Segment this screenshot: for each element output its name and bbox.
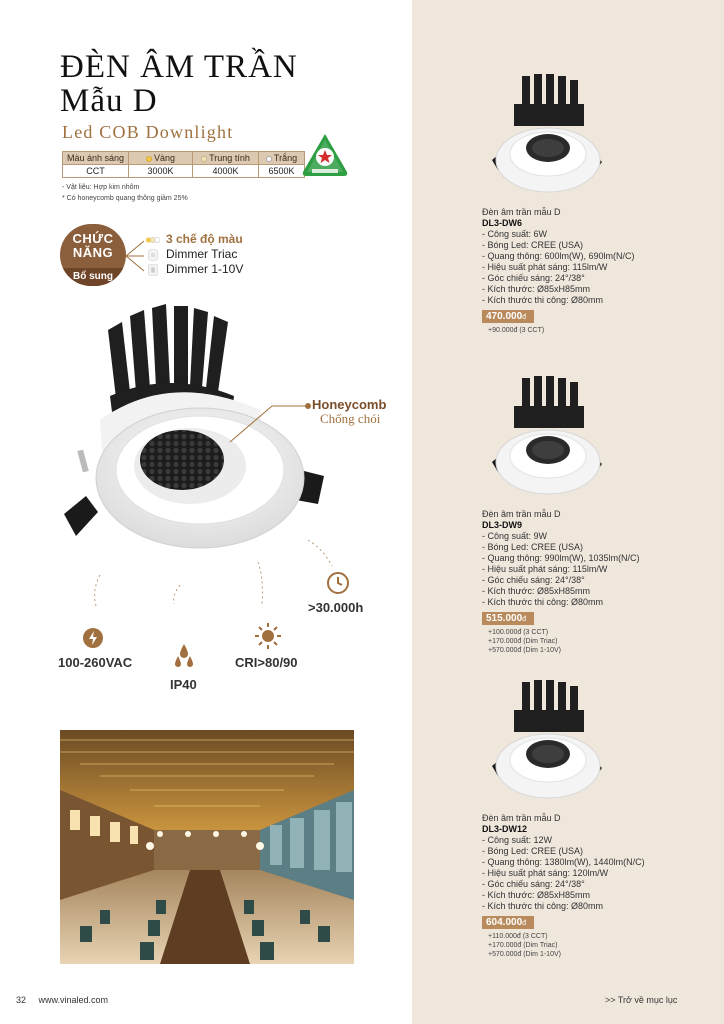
product-specs <box>482 531 712 608</box>
title-line-2: Mẫu D <box>60 83 158 119</box>
honeycomb-sublabel: Chống chói <box>320 411 381 426</box>
cct-header-label: Màu ánh sáng <box>63 152 129 165</box>
material-notes <box>62 182 188 204</box>
price-currency: đ <box>522 920 527 927</box>
feature-badge <box>60 224 126 286</box>
cool-dot-icon <box>266 156 272 162</box>
price-tag <box>482 612 534 625</box>
addon-line: +570.000đ (Dim 1-10V) <box>488 951 561 958</box>
feature-list <box>146 232 243 277</box>
spec-line: - Kích thước thi công: Ø80mm <box>482 597 603 607</box>
cct-table-row <box>63 165 305 178</box>
spec-line: - Công suất: 12W <box>482 835 553 845</box>
spec-line: - Quang thông: 600lm(W), 690lm(N/C) <box>482 251 635 261</box>
website-link[interactable]: www.vinaled.com <box>38 995 109 1005</box>
spec-line: - Hiệu suất phát sáng: 115lm/W <box>482 262 608 272</box>
feature-item <box>146 232 243 247</box>
addon-line: +110.000đ (3 CCT) <box>488 933 548 940</box>
lifetime-label: >30.000h <box>308 600 364 615</box>
sun-icon <box>254 622 282 650</box>
badge-title <box>60 224 126 260</box>
product-name: Đèn âm trần mẫu D <box>482 813 561 823</box>
addon-line: +100.000đ (3 CCT) <box>488 629 549 636</box>
spec-line: - Góc chiếu sáng: 24°/38° <box>482 575 585 585</box>
product-code: DL3-DW6 <box>482 218 522 228</box>
badge-subtitle: Bổ sung <box>60 268 126 286</box>
footer-left <box>16 995 108 1005</box>
cri-label: CRI>80/90 <box>235 655 298 670</box>
clock-icon <box>326 571 350 595</box>
product-code: DL3-DW9 <box>482 520 522 530</box>
cct-header-neutral <box>193 152 259 165</box>
product-card <box>482 680 712 959</box>
feature-label: Dimmer Triac <box>166 247 238 261</box>
warm-dot-icon <box>146 156 152 162</box>
product-card <box>482 74 712 335</box>
price-addons <box>488 628 712 655</box>
badge-line-1: CHỨC <box>72 231 114 246</box>
feature-item <box>146 262 243 277</box>
addon-line: +570.000đ (Dim 1-10V) <box>488 647 561 654</box>
spec-line: - Bóng Led: CREE (USA) <box>482 846 584 856</box>
cct-header-warm <box>129 152 193 165</box>
cct-header-cool-label: Trắng <box>273 153 298 163</box>
spec-line: - Kích thước: Ø85xH85mm <box>482 890 590 900</box>
spec-line: - Quang thông: 1380lm(W), 1440lm(N/C) <box>482 857 645 867</box>
product-image <box>484 74 614 198</box>
addon-line: +170.000đ (Dim Triac) <box>488 638 558 645</box>
cct-row-neutral: 4000K <box>193 165 259 178</box>
dimmer-1-10v-icon <box>146 264 160 276</box>
price-value: 470.000 <box>486 311 523 322</box>
product-name: Đèn âm trần mẫu D <box>482 509 561 519</box>
cct-header-cool <box>259 152 305 165</box>
feature-label: Dimmer 1-10V <box>166 262 244 276</box>
price-currency: đ <box>522 314 527 321</box>
page-number: 32 <box>16 995 27 1005</box>
ip-label: IP40 <box>170 677 197 692</box>
price-value: 515.000 <box>486 613 523 624</box>
cct-table <box>62 151 305 178</box>
product-card <box>482 376 712 655</box>
cct-row-warm: 3000K <box>129 165 193 178</box>
cct-row-label: CCT <box>63 165 129 178</box>
neutral-dot-icon <box>201 156 207 162</box>
product-name: Đèn âm trần mẫu D <box>482 207 561 217</box>
price-tag <box>482 310 534 323</box>
certification-logo-icon <box>300 132 350 178</box>
spec-line: - Góc chiếu sáng: 24°/38° <box>482 273 585 283</box>
feature-label: 3 chế độ màu <box>166 232 243 246</box>
note-material: - Vật liệu: Hợp kim nhôm <box>62 184 140 191</box>
product-specs <box>482 229 712 306</box>
badge-line-2: NĂNG <box>72 245 114 260</box>
page-title <box>60 50 298 118</box>
honeycomb-callout-line <box>228 398 312 444</box>
badge-connector-icon <box>124 238 146 274</box>
spec-line: - Kích thước thi công: Ø80mm <box>482 295 603 305</box>
honeycomb-label: Honeycomb <box>312 397 387 412</box>
spec-line: - Hiệu suất phát sáng: 120lm/W <box>482 868 609 878</box>
addon-line: +170.000đ (Dim Triac) <box>488 942 558 949</box>
voltage-label: 100-260VAC <box>58 655 133 670</box>
page-subtitle: Led COB Downlight <box>62 122 234 142</box>
title-line-1: ĐÈN ÂM TRẦN <box>60 49 298 85</box>
spec-line: - Bóng Led: CREE (USA) <box>482 240 584 250</box>
power-icon <box>82 627 104 649</box>
spec-line: - Kích thước: Ø85xH85mm <box>482 284 590 294</box>
back-to-contents-link[interactable]: >> Trở về mục lục <box>605 995 678 1005</box>
color-modes-icon <box>146 234 160 246</box>
spec-line: - Bóng Led: CREE (USA) <box>482 542 584 552</box>
price-addons <box>488 932 712 959</box>
waterdrop-icon <box>172 642 196 672</box>
cct-header-neutral-label: Trung tính <box>209 153 250 163</box>
note-honeycomb: * Có honeycomb quang thông giảm 25% <box>62 195 188 202</box>
price-currency: đ <box>522 616 527 623</box>
price-value: 604.000 <box>486 917 523 928</box>
dimmer-triac-icon <box>146 249 160 261</box>
spec-arrows <box>80 540 340 610</box>
product-image <box>484 376 614 500</box>
price-addons <box>488 326 712 335</box>
spec-line: - Công suất: 6W <box>482 229 548 239</box>
spec-line: - Góc chiếu sáng: 24°/38° <box>482 879 585 889</box>
product-specs <box>482 835 712 912</box>
cct-table-header <box>63 152 305 165</box>
spec-line: - Công suất: 9W <box>482 531 548 541</box>
product-code: DL3-DW12 <box>482 824 528 834</box>
price-tag <box>482 916 534 929</box>
product-image <box>484 680 614 804</box>
spec-line: - Kích thước thi công: Ø80mm <box>482 901 603 911</box>
spec-line: - Kích thước: Ø85xH85mm <box>482 586 590 596</box>
spec-line: - Hiệu suất phát sáng: 115lm/W <box>482 564 608 574</box>
cct-row-cool: 6500K <box>259 165 305 178</box>
cct-header-warm-label: Vàng <box>153 153 176 163</box>
feature-item <box>146 247 243 262</box>
spec-line: - Quang thông: 990lm(W), 1035lm(N/C) <box>482 553 640 563</box>
addon-line: +90.000đ (3 CCT) <box>488 327 545 334</box>
restaurant-photo <box>60 730 354 964</box>
